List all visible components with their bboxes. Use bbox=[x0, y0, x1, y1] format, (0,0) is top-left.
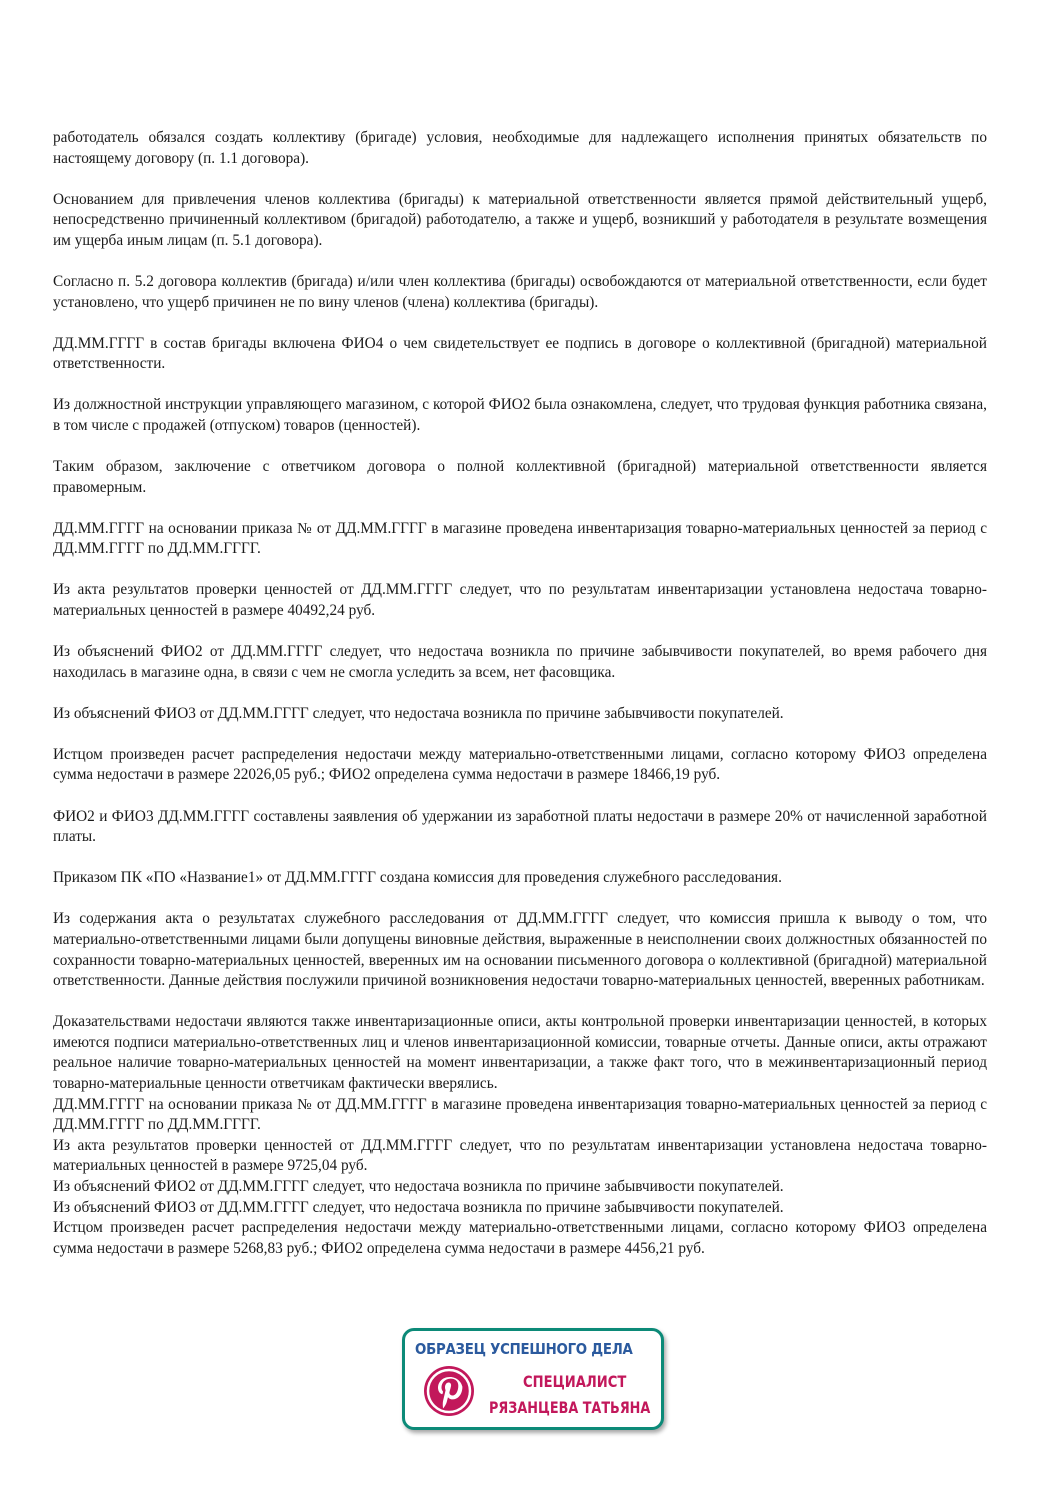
paragraph: ДД.ММ.ГГГГ на основании приказа № от ДД.ММ.ГГГГ в магазине проведена инвентаризация товарно-материальных ценностей за период с ДД.ММ.ГГГГ по ДД.ММ.ГГГГ. bbox=[53, 519, 987, 558]
paragraph: ФИО2 и ФИО3 ДД.ММ.ГГГГ составлены заявления об удержании из заработной платы недостачи в размере 20% от начисленной заработной платы. bbox=[53, 807, 987, 846]
paragraph: Из содержания акта о результатах служебного расследования от ДД.ММ.ГГГГ следует, что комиссия пришла к выводу о том, что материально-ответственными лицами были допущены виновные действия, выраженные в неисполнении своих должностных обязанностей по сохранности товарно-материальных ценностей, вверенных им на основании письменного договора о коллективной (бригадной) материальной ответственности. Данные действия послужили причиной возникновения недостачи товарно-материальных ценностей, вверенных работникам. bbox=[53, 910, 987, 990]
paragraph: ДД.ММ.ГГГГ в состав бригады включена ФИО4 о чем свидетельствует ее подпись в договоре о коллективной (бригадной) материальной ответственности. bbox=[53, 334, 987, 373]
pinterest-icon bbox=[423, 1365, 475, 1417]
paragraph: Из объяснений ФИО3 от ДД.ММ.ГГГГ следует, что недостача возникла по причине забывчивости покупателей. bbox=[53, 1198, 784, 1216]
paragraph: Приказом ПК «ПО «Название1» от ДД.ММ.ГГГГ создана комиссия для проведения служебного расследования. bbox=[53, 869, 782, 887]
paragraph: Из должностной инструкции управляющего магазином, с которой ФИО2 была ознакомлена, следует, что трудовая функция работника связана, в том числе с продажей (отпуском) товаров (ценностей). bbox=[53, 396, 987, 434]
paragraph: ДД.ММ.ГГГГ на основании приказа № от ДД.ММ.ГГГГ в магазине проведена инвентаризация товарно-материальных ценностей за период с ДД.ММ.ГГГГ по ДД.ММ.ГГГГ. bbox=[53, 1095, 987, 1134]
watermark-stamp bbox=[402, 1328, 664, 1430]
stamp-title: ОБРАЗЕЦ УСПЕШНОГО ДЕЛА bbox=[415, 1340, 633, 1358]
paragraph: Из объяснений ФИО3 от ДД.ММ.ГГГГ следует, что недостача возникла по причине забывчивости покупателей. bbox=[53, 704, 784, 722]
paragraph: Доказательствами недостачи являются также инвентаризационные описи, акты контрольной проверки инвентаризации ценностей, в которых имеются подписи материально-ответственных лиц и членов инвентаризационной комиссии, товарные отчеты. Данные описи, акты отражают реальное наличие товарно-материальных ценностей на момент инвентаризации, а также факт того, что в межинвентаризационный период товарно-материальные ценности ответчикам фактически вверялись. bbox=[53, 1013, 987, 1092]
paragraph: Из объяснений ФИО2 от ДД.ММ.ГГГГ следует, что недостача возникла по причине забывчивости покупателей, во время рабочего дня находилась в магазине одна, в связи с чем не смогла уследить за всем, нет фасовщика. bbox=[53, 643, 987, 681]
paragraph: работодатель обязался создать коллективу (бригаде) условия, необходимые для надлежащего исполнения принятых обязательств по настоящему договору (п. 1.1 договора). bbox=[53, 129, 987, 167]
paragraph: Из акта результатов проверки ценностей от ДД.ММ.ГГГГ следует, что по результатам инвентаризации установлена недостача товарно-материальных ценностей в размере 9725,04 руб. bbox=[53, 1136, 987, 1175]
stamp-name: РЯЗАНЦЕВА ТАТЬЯНА bbox=[489, 1398, 651, 1417]
paragraph: Истцом произведен расчет распределения недостачи между материально-ответственными лицами, согласно которому ФИО3 определена сумма недостачи в размере 5268,83 руб.; ФИО2 определена сумма недостачи в размере 4456,21 руб. bbox=[53, 1219, 987, 1257]
stamp-subtitle: СПЕЦИАЛИСТ bbox=[523, 1372, 627, 1391]
paragraph: Истцом произведен расчет распределения недостачи между материально-ответственными лицами, согласно которому ФИО3 определена сумма недостачи в размере 22026,05 руб.; ФИО2 определена сумма недостачи в размере 18466,19 руб. bbox=[53, 745, 987, 784]
document-body bbox=[53, 128, 987, 1259]
paragraph: Основанием для привлечения членов коллектива (бригады) к материальной ответственности является прямой действительный ущерб, непосредственно причиненный коллективом (бригадой) работодателю, а также и ущерб, возникший у работодателя в результате возмещения им ущерба иным лицам (п. 5.1 договора). bbox=[53, 190, 987, 249]
paragraph: Из акта результатов проверки ценностей от ДД.ММ.ГГГГ следует, что по результатам инвентаризации установлена недостача товарно-материальных ценностей в размере 40492,24 руб. bbox=[53, 581, 987, 619]
paragraph: Таким образом, заключение с ответчиком договора о полной коллективной (бригадной) материальной ответственности является правомерным. bbox=[53, 458, 987, 496]
paragraph: Из объяснений ФИО2 от ДД.ММ.ГГГГ следует, что недостача возникла по причине забывчивости покупателей. bbox=[53, 1177, 784, 1195]
paragraph: Согласно п. 5.2 договора коллектив (бригада) и/или член коллектива (бригады) освобождаются от материальной ответственности, если будет установлено, что ущерб причинен не по вину членов (члена) коллектива (бригады). bbox=[53, 272, 987, 311]
